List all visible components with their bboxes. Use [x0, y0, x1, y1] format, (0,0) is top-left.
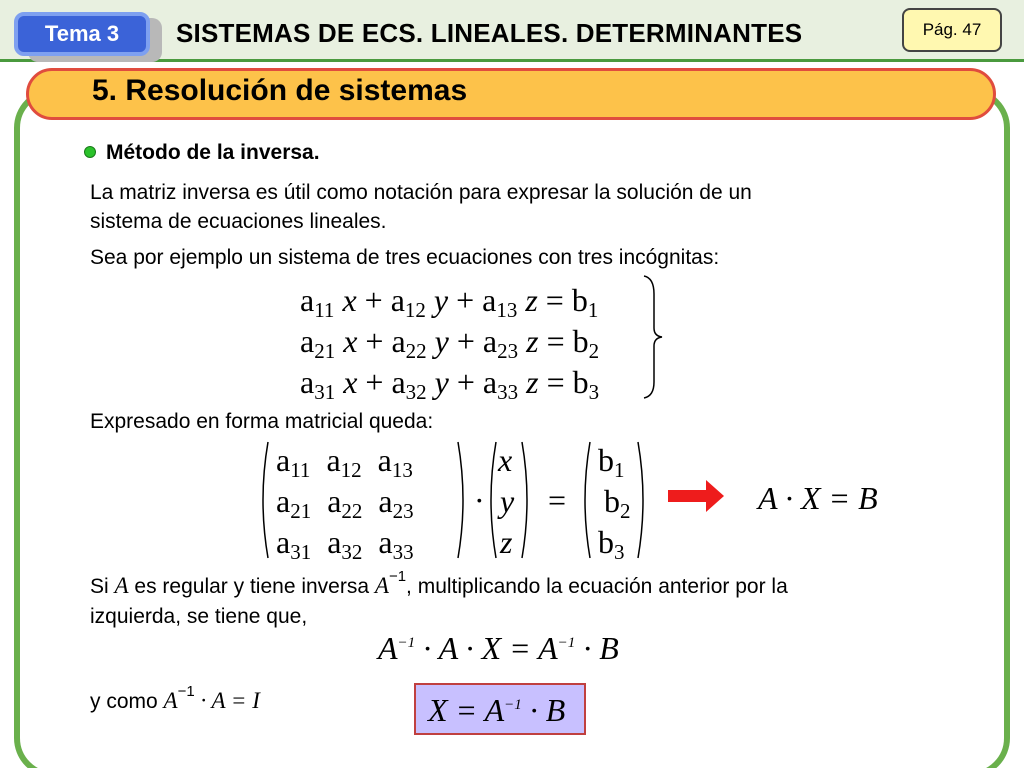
matrix-a-right-paren: [456, 440, 470, 560]
vector-x-right-paren: [520, 440, 534, 560]
paragraph-4-line-1: Si A es regular y tiene inversa $A^{-1}$, multiplicando la ecuación anterior por la: [90, 568, 788, 598]
vector-x-row-2: y: [500, 483, 515, 519]
tema-badge: Tema 3: [14, 12, 150, 56]
paragraph-1-line-1: La matriz inversa es útil como notación para expresar la solución de un: [90, 181, 752, 204]
paragraph-2: Sea por ejemplo un sistema de tres ecuaciones con tres incógnitas:: [90, 246, 720, 269]
vector-b-row-2: $b_2$: [604, 483, 631, 523]
paragraph-4-line-2: izquierda, se tiene que,: [90, 605, 308, 628]
vector-x-left-paren: [484, 440, 498, 560]
paragraph-5: y como $A^{-1} \cdot A = I$: [90, 683, 260, 713]
page-number: Pág. 47: [902, 8, 1002, 52]
vector-x-row-1: x: [498, 442, 513, 478]
paragraph-1-line-2: sistema de ecuaciones lineales.: [90, 210, 387, 233]
arrow-head-icon: [706, 480, 724, 512]
vector-x-row-3: z: [500, 524, 513, 560]
vector-b-row-3: $b_3$: [598, 524, 625, 564]
bullet-icon: [84, 146, 96, 158]
vector-b-row-1: $b_1$: [598, 442, 625, 482]
paragraph-3: Expresado en forma matricial queda:: [90, 410, 434, 433]
section-title: 5. Resolución de sistemas: [92, 74, 468, 107]
vector-b-right-paren: [636, 440, 650, 560]
vector-b-left-paren: [578, 440, 592, 560]
equals-sign: =: [548, 482, 567, 518]
matrix-a-row-1: $a_{11}$ $a_{12}$ $a_{13}$: [276, 442, 413, 482]
matrix-a-left-paren: [256, 440, 270, 560]
multiply-dot: ·: [474, 482, 485, 518]
system-brace: [640, 274, 664, 400]
matrix-a-row-3: $a_{31}$ $a_{32}$ $a_{33}$: [276, 524, 414, 564]
inverse-equation: $A^{-1} \cdot A \cdot X = A^{-1} \cdot B$: [378, 630, 619, 666]
equation-row-1: $a_{11}$ $x + a_{12}$ $y + a_{13}$ $z = b_1$: [300, 282, 599, 322]
equation-row-3: $a_{31}$ $x + a_{32}$ $y + a_{33}$ $z = b_3$: [300, 364, 600, 404]
compact-equation: A · X = B: [758, 480, 878, 516]
arrow-icon: [668, 490, 708, 502]
result-equation: $X = A^{-1} \cdot B$: [428, 692, 566, 728]
equation-row-2: $a_{21}$ $x + a_{22}$ $y + a_{23}$ $z = b_2$: [300, 323, 600, 363]
matrix-a-row-2: $a_{21}$ $a_{22}$ $a_{23}$: [276, 483, 414, 523]
header-title: SISTEMAS DE ECS. LINEALES. DETERMINANTES: [176, 18, 803, 48]
method-heading: Método de la inversa.: [106, 141, 320, 164]
